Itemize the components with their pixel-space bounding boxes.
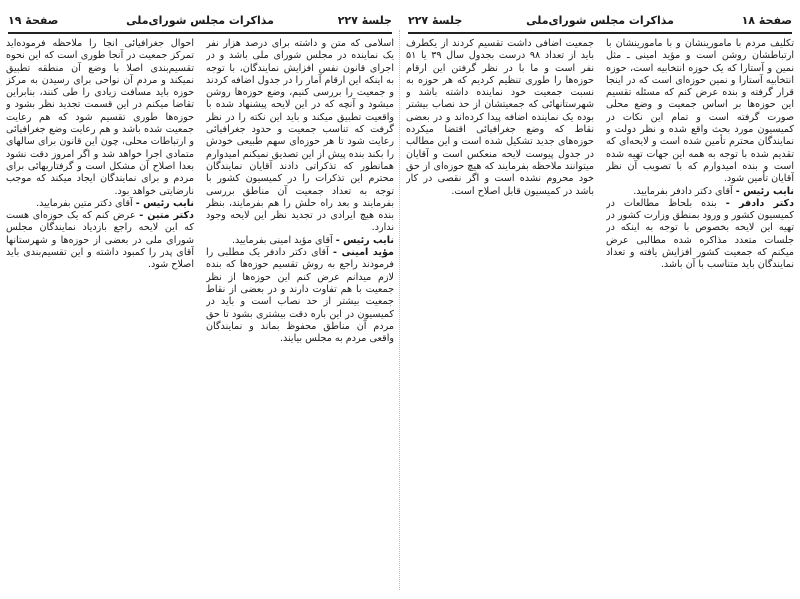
paragraph-text: آقای دکتر متین بفرمایید. [36,197,133,209]
text-column-right [206,38,394,593]
session-number: جلسهٔ ۲۲۷ [337,14,392,27]
right-page [402,0,798,599]
speaker-paragraph [206,235,394,247]
page-gutter [399,30,401,590]
header-rule [408,32,792,34]
speaker-paragraph [606,198,794,272]
paragraph-text: آقای مؤید امینی بفرمایید. [231,234,333,246]
speaker-name: نایب رئیس - [335,234,394,246]
speaker-paragraph [206,247,394,345]
running-title: مذاکرات مجلس شورای‌ملی [126,14,274,27]
paragraph-text: آقای دکتر دادفر بفرمایید. [633,185,733,197]
left-page [2,0,398,599]
speaker-name: نایب رئیس - [735,185,794,197]
page-number: صفحهٔ ۱۸ [741,14,792,27]
text-column-left [6,38,194,593]
page-header [408,14,792,30]
speaker-name: نایب رئیس - [135,197,194,209]
speaker-name: دکتر دادفر - [725,197,794,209]
page-header [8,14,392,30]
header-rule [8,32,392,34]
paragraph-text: بنده بلحاظ مطالعات در کمیسیون کشور و ورود بمنطق وزارت کشور در تهیه این لایحه بخصوص با توجه به اینکه در جلسات متعدد مذاکره شده مطالبی عرض میکنم که جمعیت کشور افزایش یافته و تعداد نمایندگان باید متناسب با آن باشد. [606,197,794,271]
running-title: مذاکرات مجلس شورای‌ملی [526,14,674,27]
speaker-paragraph [6,198,194,210]
session-number: جلسهٔ ۲۲۷ [408,14,463,27]
body-paragraph [6,38,194,198]
paragraph-text: تکلیف مردم با مأمورینشان و با مأمورینشان با ارتباطشان روشن است و مؤید امینی ـ مثل نمین و آستارا که یک حوزه انتخابیه است، حوزه انتخابیه آستارا و نمین حوزه‌ای است که در اینجا قرار گرفته و بنده عرض کنم که مسئله تقسیم این حوزه‌ها بر اساس جمعیت و وضع محلی صورت گرفته است و تمام این نکات در کمیسیون مورد بحث واقع شده و نظر دولت و نمایندگان محترم تأمین شده است و لایحه‌ای که تقدیم شده با توجه به همه این جهات تهیه شده است و بنده امیدوارم که با تصویب آن نظر آقایان تأمین شود. [606,38,794,185]
speaker-paragraph [6,210,194,271]
paragraph-text: عرض کنم که یک حوزه‌ای هست که این لایحه راجع بازدیاد نمایندگان مجلس شورای ملی در بعضی از حوزه‌ها و شهرستانها آقای پدر را کمبود داشته و این تقسیم‌بندی باید اصلاح شود. [6,210,194,271]
speaker-paragraph [606,186,794,198]
body-paragraph [206,38,394,235]
paragraph-text: آقای دکتر دادفر یک مطلبی را فرمودند راجع به روش تقسیم حوزه‌ها که بنده لازم میدانم عرض کنم این حوزه‌ها از نظر جمعیت با هم تفاوت دارند و در بعضی از نقاط جمعیت بیشتر از حد نصاب است و باید در کمیسیون در این باره دقت بیشتری بشود تا حق مردم آن مناطق محفوظ بماند و نمایندگان واقعی مردم به مجلس بیایند. [206,247,394,345]
paragraph-text: احوال جغرافیائی آنجا را ملاحظه فرموده‌اید تمرکز جمعیت در آنجا طوری است که این نحوه تقسیم‌بندی اصلا با وضع آن منطقه تطبیق نمیکند و مردم آن نواحی برای رسیدن به مرکز حوزه باید مسافت زیادی را طی کنند، بنابراین تقاضا میکنم در این قسمت تجدید نظر بشود و حوزه‌ها طوری تقسیم شود که هم رعایت جمعیت شده باشد و هم رعایت وضع جغرافیائی و ارتباطات محلی، چون این قانون برای سالهای متمادی اجرا خواهد شد و اگر امروز دقت نشود بعدا اصلاح آن مشکل است و گرفتاریهائی برای مردم و برای نمایندگان ایجاد میکند که موجب نارضایتی خواهد بود. [6,38,194,197]
body-paragraph [606,38,794,186]
text-column-left [406,38,594,593]
paragraph-text: اسلامی که متن و داشته برای درصد هزار نفر یک نماینده در مجلس شورای ملی باشد و در اجرای قانون نفس افزایش نمایندگان، با توجه به اینکه این ارقام آمار را در جدول اضافه کردند و جمعیت را بررسی کنیم، وضع حوزه‌ها روشن میشود و آنچه که در این لایحه پیشنهاد شده با واقعیت تطبیق میکند و باید این نکته را در نظر گرفت که تناسب جمعیت و حدود جغرافیائی رعایت شود تا هر حوزه‌ای سهم طبیعی خودش را بکند بنده پیش از این تصدیق نمیکنم امیدوارم همانطور که تذکراتی دادند آقایان نمایندگان محترم این تذکرات را در کمیسیون کشور با توجه به تعداد جمعیت آن مناطق بررسی بفرمایند و بعد راه حلش را هم بفرمایند، بنظر بنده هیچ ایرادی در تجدید نظر این لایحه وجود ندارد. [206,38,394,234]
speaker-name: مؤید امینی - [333,247,394,259]
text-column-right [606,38,794,593]
body-paragraph [406,38,594,198]
page-number: صفحهٔ ۱۹ [8,14,59,27]
speaker-name: دکتر متین - [139,210,194,222]
paragraph-text: جمعیت اضافی داشت تقسیم کردند از یکطرف باید از تعداد ۹۸ درست بجدول سال ۳۹ یا ۵۱ نفر است و ما با در نظر گرفتن این ارقام حوزه‌ها را طوری تنظیم کردیم که هر حوزه به نسبت جمعیت خود نماینده داشته باشد و شهرستانهائی که جمعیتشان از حد نصاب بیشتر بوده یک نماینده اضافه پیدا کرده‌اند و در بعضی نقاط که وضع جغرافیائی اقتضا میکرده حوزه‌های جدید تشکیل شده است و این مطالب در جدول پیوست لایحه منعکس است و آقایان میتوانند ملاحظه بفرمایند که هیچ حوزه‌ای از حق خود محروم نشده است و اگر نقصی در کار باشد در کمیسیون قابل اصلاح است. [406,38,594,197]
